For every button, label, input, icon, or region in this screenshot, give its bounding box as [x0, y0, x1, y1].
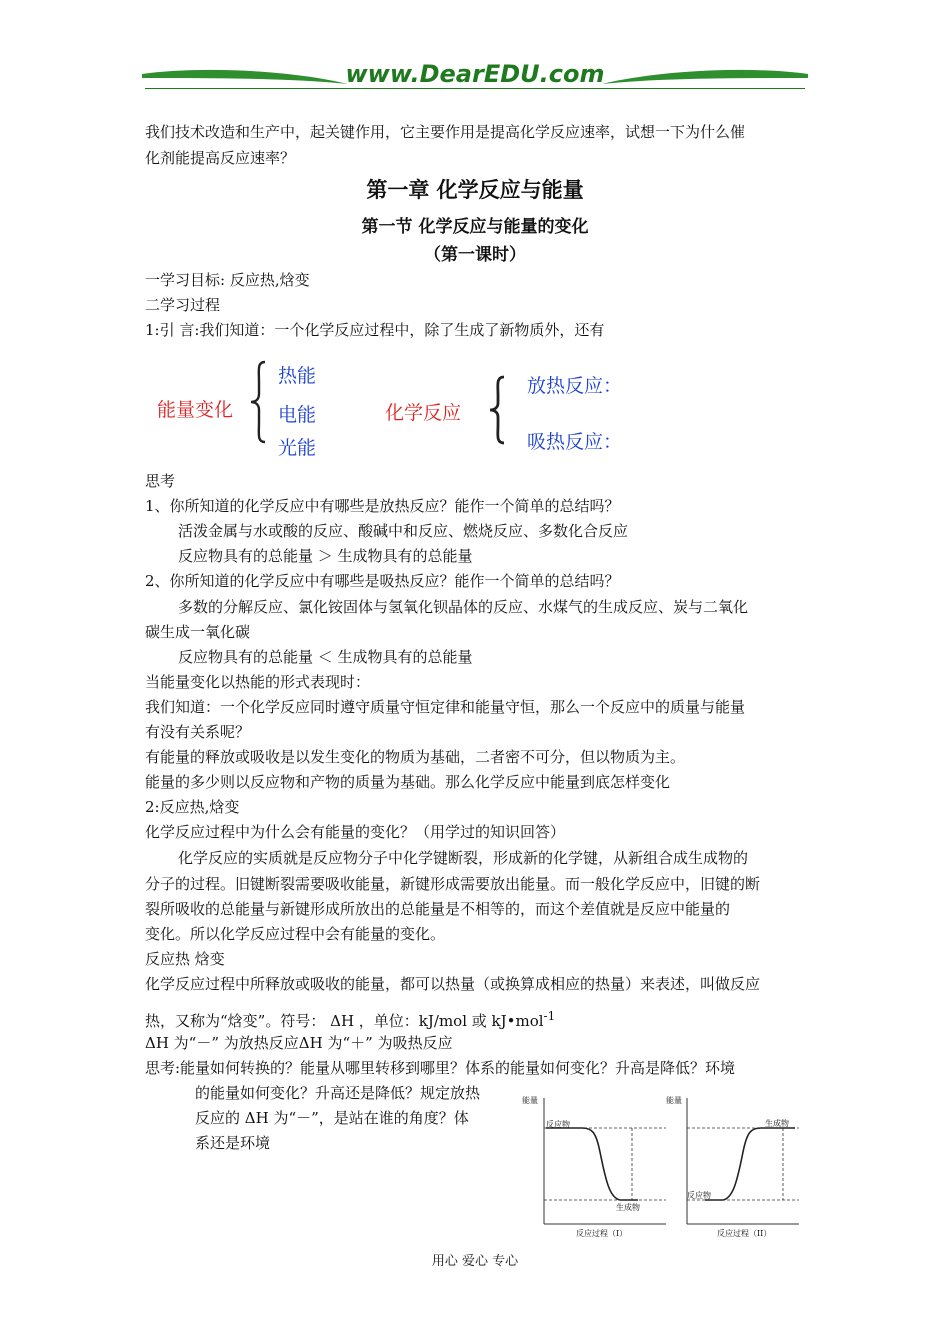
basis-line-2: 能量的多少则以反应物和产物的质量为基础。那么化学反应中能量到底怎样变化 [145, 773, 671, 791]
swoosh-right-icon [600, 64, 810, 86]
graph-1-y-label: 能量 [522, 1096, 538, 1105]
graph-1-reactant: 反应物 [546, 1120, 570, 1129]
question-2: 2、你所知道的化学反应中有哪些是吸热反应？能作一个简单的总结吗？ [145, 572, 620, 590]
energy-graph-1 [520, 1092, 670, 1242]
graph-2-drawing [665, 1092, 815, 1242]
answer-2-line-1: 多数的分解反应、氯化铵固体与氢氧化钡晶体的反应、水煤气的生成反应、炭与二氧化 [178, 598, 749, 616]
intro-quote: 1:引 言:我们知道：一个化学反应过程中，除了生成了新物质外，还有 [145, 321, 605, 339]
think-2-line-1: 思考:能量如何转换的？能量从哪里转移到哪里？体系的能量如何变化？升高是降低？环境 [145, 1059, 736, 1077]
answer-1-energy: 反应物具有的总能量 ＞ 生成物具有的总能量 [178, 547, 473, 565]
definition-line-2 [145, 1006, 555, 1031]
graph-2-reactant: 反应物 [687, 1191, 711, 1200]
heat-form: 当能量变化以热能的形式表现时： [145, 673, 371, 691]
essence-line-4: 变化。所以化学反应过程中会有能量的变化。 [145, 925, 446, 943]
endothermic-label: 吸热反应： [527, 431, 623, 453]
lesson-title: （第一课时） [424, 245, 526, 265]
header-rule [145, 88, 805, 89]
graph-1-product: 生成物 [616, 1203, 640, 1212]
left-brace-icon [249, 360, 269, 444]
light-energy-label: 光能 [278, 437, 317, 459]
definition-line-2-text: 热，又称为“焓变”。符号： ΔH ，单位：kJ/mol 或 kJ•mol [145, 1012, 544, 1030]
why-question: 化学反应过程中为什么会有能量的变化？（用学过的知识回答） [145, 823, 566, 841]
energy-graph-2 [665, 1092, 815, 1242]
right-brace-icon [488, 375, 508, 445]
heat-energy-label: 热能 [278, 365, 317, 387]
exothermic-label: 放热反应： [527, 375, 623, 397]
section-2-heading: 2:反应热,焓变 [145, 798, 240, 816]
header-banner [140, 58, 810, 98]
unit-superscript: -1 [543, 1009, 556, 1023]
answer-2-line-2: 碳生成一氧化碳 [145, 623, 251, 641]
page-footer: 用心 爱心 专心 [431, 1254, 519, 1269]
learning-goal: 一学习目标: 反应热,焓变 [145, 271, 310, 289]
question-1: 1、你所知道的化学反应中有哪些是放热反应？能作一个简单的总结吗？ [145, 497, 620, 515]
graph-1-drawing [520, 1092, 670, 1242]
swoosh-left-icon [140, 64, 350, 86]
mass-energy-line-2: 有没有关系呢？ [145, 723, 251, 741]
answer-1: 活泼金属与水或酸的反应、酸碱中和反应、燃烧反应、多数化合反应 [178, 522, 629, 540]
mass-energy-line-1: 我们知道：一个化学反应同时遵守质量守恒定律和能量守恒，那么一个反应中的质量与能量 [145, 698, 746, 716]
sign-rule: ΔH 为“－” 为放热反应ΔH 为“＋” 为吸热反应 [145, 1034, 453, 1052]
think-2-line-3: 反应的 ΔH 为“－”，是站在谁的角度？体 [195, 1109, 469, 1127]
intro-line-1: 我们技术改造和生产中，起关键作用，它主要作用是提高化学反应速率，试想一下为什么催 [145, 123, 746, 141]
think-label: 思考 [145, 472, 176, 490]
answer-2-energy: 反应物具有的总能量 ＜ 生成物具有的总能量 [178, 648, 473, 666]
learning-process: 二学习过程 [145, 296, 221, 314]
energy-change-label: 能量变化 [157, 399, 234, 421]
think-2-line-4: 系还是环境 [195, 1134, 271, 1152]
intro-line-2: 化剂能提高反应速率？ [145, 149, 296, 167]
chapter-title: 第一章 化学反应与能量 [366, 177, 584, 202]
essence-line-3: 裂所吸收的总能量与新键形成所放出的总能量是不相等的，而这个差值就是反应中能量的 [145, 900, 731, 918]
think-2-line-2: 的能量如何变化？升高还是降低？规定放热 [195, 1084, 481, 1102]
logo-text: www.DearEDU.com [345, 60, 605, 88]
graph-2-product: 生成物 [765, 1119, 789, 1128]
energy-diagram [145, 355, 685, 465]
basis-line-1: 有能量的释放或吸收是以发生变化的物质为基础，二者密不可分，但以物质为主。 [145, 748, 686, 766]
chemical-reaction-label: 化学反应 [385, 402, 462, 424]
graph-2-y-label: 能量 [666, 1096, 682, 1105]
definition-line-1: 化学反应过程中所释放或吸收的能量，都可以热量（或换算成相应的热量）来表述，叫做反应 [145, 975, 761, 993]
graph-1-x-label: 反应过程（I） [576, 1229, 628, 1238]
graph-2-x-label: 反应过程（II） [717, 1229, 772, 1238]
essence-line-1: 化学反应的实质就是反应物分子中化学键断裂，形成新的化学键，从新组合成生成物的 [178, 849, 749, 867]
essence-line-2: 分子的过程。旧键断裂需要吸收能量，新键形成需要放出能量。而一般化学反应中，旧键的断 [145, 875, 761, 893]
section-title: 第一节 化学反应与能量的变化 [361, 217, 589, 237]
electric-energy-label: 电能 [278, 404, 317, 426]
terms-heading: 反应热 焓变 [145, 950, 225, 968]
